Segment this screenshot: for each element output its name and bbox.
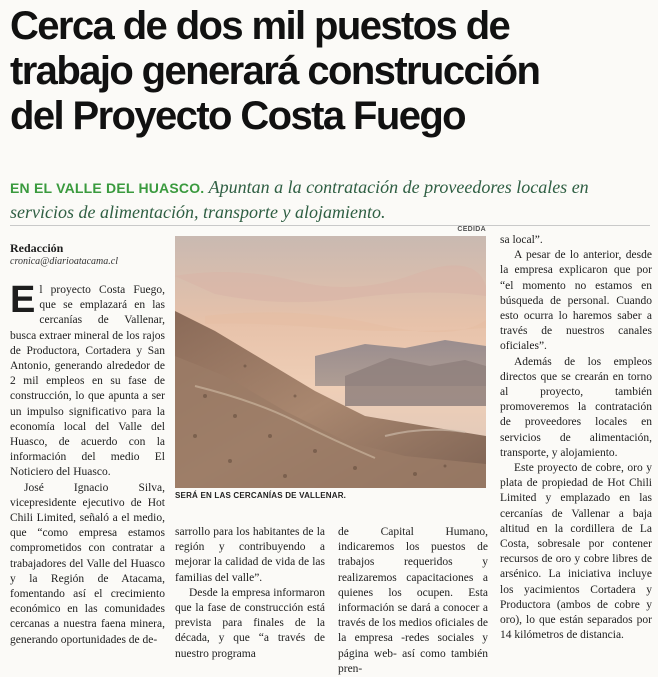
landscape-image: [175, 236, 486, 488]
paragraph: Además de los empleos directos que se crearán en torno al proyecto, también promoveremos la contratación de proveedores locales en servicios de alimentación, transporte, y alojamiento.: [500, 355, 652, 459]
paragraph: Este proyecto de cobre, oro y plata de propiedad de Hot Chili Limited y emplazado en las cercanías de Vallenar a baja altitud en la cordillera de La Costa, sobresale por contener recursos de oro y cobre libres de arsénico. La iniciativa incluye los yacimientos Cortadera y Productora (ambos de cobre y oro), lo que están separados por 14 kilómetros de distancia.: [500, 462, 652, 642]
headline-line-3: del Proyecto Costa Fuego: [10, 94, 466, 138]
headline-line-1: Cerca de dos mil puestos de: [10, 4, 510, 48]
byline-email: cronica@diarioatacama.cl: [10, 256, 118, 267]
article-photo: [175, 236, 486, 488]
paragraph: Desde la empresa informaron que la fase de construcción está prevista para finales de la década, y que “a través de nuestro programa: [175, 586, 325, 660]
byline-author: Redacción: [10, 241, 64, 255]
paragraph: [10, 279, 165, 481]
photo-credit: CEDIDA: [457, 226, 486, 233]
paragraph: A pesar de lo anterior, desde la empresa explicaron que por “el momento no estamos en búsqueda de personal. Cuando esto ocurra lo haremos saber a través de nuestros canales oficiales”.: [500, 249, 652, 353]
photo-caption: SERÁ EN LAS CERCANÍAS DE VALLENAR.: [175, 491, 347, 500]
article-column-2: [175, 525, 325, 662]
drop-cap: E: [10, 279, 36, 321]
paragraph-text: l proyecto Costa Fuego, que se emplazará en las cercanías de Vallenar, busca extraer mineral de los rajos de Productora, Cortadera y San Antonio, generando alrededor de 2 mil empleos en su fase de construcción, lo que apunta a ser un impulso significativo para la economía local del Valle del Huasco, de acuerdo con la información del medio El Noticiero del Huasco.: [10, 284, 165, 479]
paragraph: José Ignacio Silva, vicepresidente ejecutivo de Hot Chili Limited, señaló a el medio, que “como empresa estamos comprometidos con contratar a trabajadores del Valle del Huasco y la Región de Atacama, fomentando así el crecimiento económico en las comunidades cercanas a nuestra faena minera, generando oportunidades de de-: [10, 481, 165, 646]
paragraph: sa local”.: [500, 234, 543, 246]
deck: [10, 175, 650, 224]
deck-kicker: EN EL VALLE DEL HUASCO.: [10, 180, 205, 196]
headline-line-2: trabajo generará construcción: [10, 49, 540, 93]
deck-text: Apuntan a la contratación de proveedores locales en servicios de alimentación, transporte y alojamiento.: [10, 177, 589, 222]
article-column-3: [338, 525, 488, 677]
paragraph: de Capital Humano, indicaremos los puestos de trabajos requeridos y realizaremos capacitaciones a quienes los ocupen. Esta información se dará a conocer a través de los medios oficiales de la empresa -redes sociales y página web- así como también pren-: [338, 526, 488, 675]
divider: [10, 225, 650, 226]
article-column-4: [500, 233, 652, 643]
paragraph: sarrollo para los habitantes de la región y contribuyendo a mejorar la calidad de vida de las familias del valle”.: [175, 526, 325, 584]
article-column-1: [10, 279, 165, 648]
headline: [10, 4, 650, 139]
